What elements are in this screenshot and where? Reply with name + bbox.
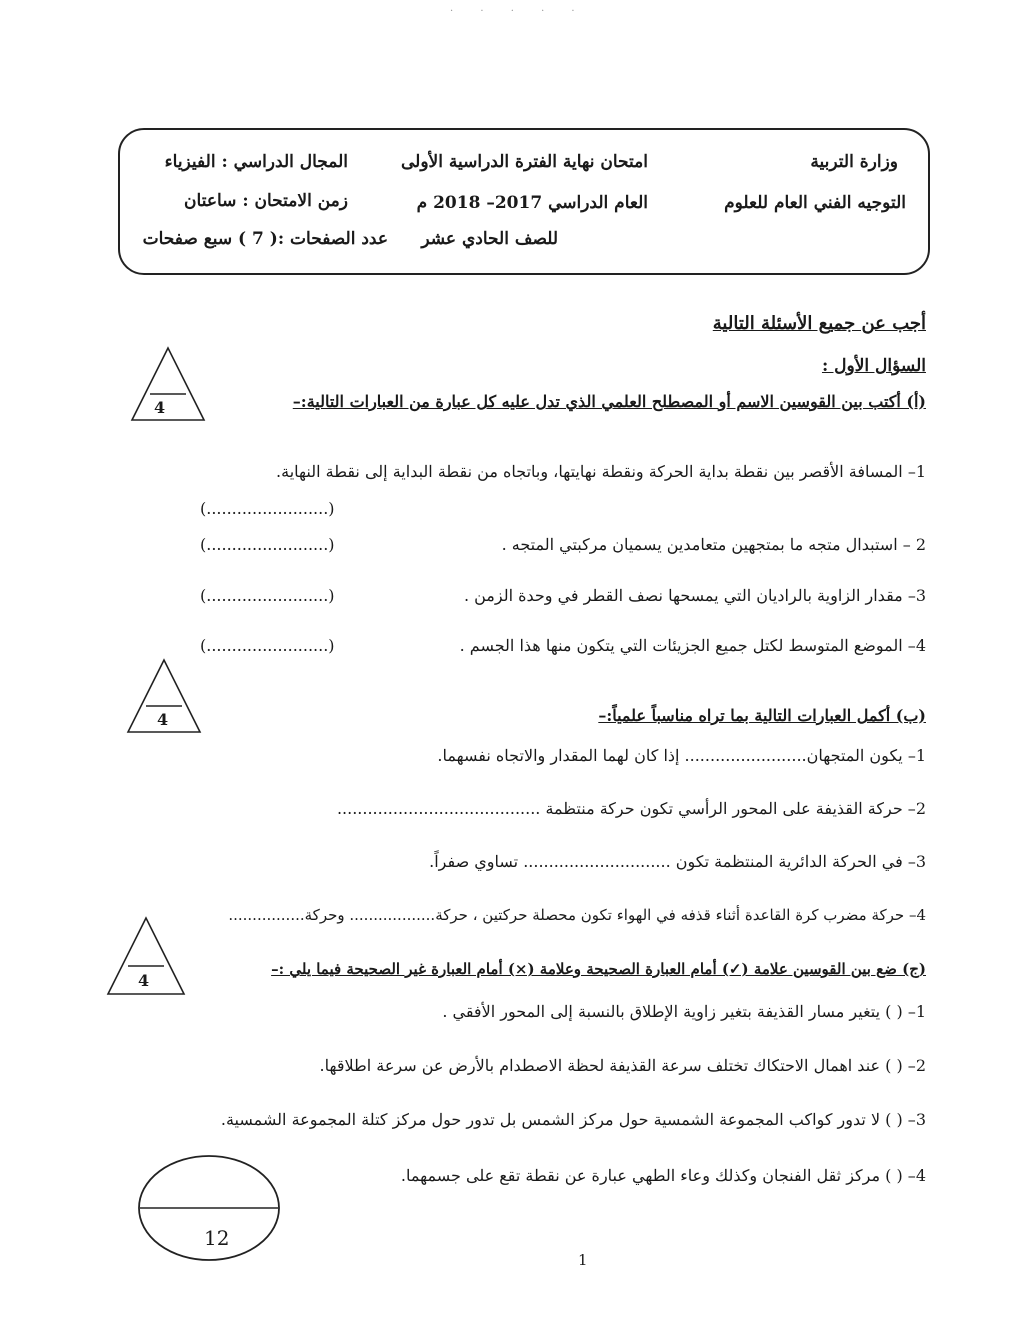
page-number: 1 bbox=[578, 1251, 588, 1269]
part-a-item-3: 3– مقدار الزاوية بالراديان التي يمسحها نصف القطر في وحدة الزمن . bbox=[463, 586, 926, 605]
part-b-item-1: 1– يكون المتجهان........................ إذا كان لهما المقدار والاتجاه نفسهما. bbox=[437, 746, 926, 765]
instructions-heading: أجب عن جميع الأسئلة التالية bbox=[712, 313, 926, 334]
grade-label: للصف الحادي عشر bbox=[421, 229, 558, 249]
part-b-item-2: 2– حركة القذيفة على المحور الرأسي تكون حركة منتظمة ........................................ bbox=[336, 799, 926, 818]
part-b-heading: (ب) أكمل العبارات التالية بما تراه مناسباً علمياً:– bbox=[598, 706, 926, 725]
part-b-score: 4 bbox=[157, 710, 169, 729]
subject-label: المجال الدراسي : الفيزياء bbox=[164, 152, 348, 172]
part-a-item-4: 4– الموضع المتوسط لكتل جميع الجزيئات التي يتكون منها هذا الجسم . bbox=[459, 636, 926, 655]
academic-year: العام الدراسي 2017– 2018 م bbox=[416, 193, 648, 213]
part-a-answer-1[interactable]: (........................) bbox=[200, 499, 335, 518]
ministry-label: وزارة التربية bbox=[810, 152, 898, 172]
part-c-item-2: 2– ( ) عند اهمال الاحتكاك تختلف سرعة القذيفة لحظة الاصطدام بالأرض عن سرعة اطلاقها. bbox=[319, 1056, 926, 1075]
directorate-label: التوجيه الفني العام للعلوم bbox=[724, 193, 906, 213]
part-a-heading: (أ) أكتب بين القوسين الاسم أو المصطلح العلمي الذي تدل عليه كل عبارة من العبارات التالية:– bbox=[292, 392, 926, 411]
triangle-outline bbox=[132, 348, 204, 420]
part-c-score: 4 bbox=[138, 971, 150, 990]
part-b-item-3: 3– في الحركة الدائرية المنتظمة تكون ............................. تساوي صفراً. bbox=[429, 852, 926, 871]
part-a-score-triangle bbox=[128, 344, 208, 424]
part-c-heading: (ج) ضع بين القوسين علامة (✓) أمام العبارة الصحيحة وعلامة (×) أمام العبارة غير الصحيحة فيما يلي :– bbox=[271, 960, 926, 978]
duration-label: زمن الامتحان : ساعتان bbox=[184, 191, 348, 211]
part-a-answer-4[interactable]: (........................) bbox=[200, 636, 335, 655]
part-a-answer-2[interactable]: (........................) bbox=[200, 535, 335, 554]
question1-title: السؤال الأول : bbox=[821, 356, 926, 376]
part-a-item-1: 1– المسافة الأقصر بين نقطة بداية الحركة ونقطة نهايتها، وباتجاه من نقطة البداية إلى نقطة النهاية. bbox=[276, 462, 926, 481]
total-score: 12 bbox=[204, 1226, 230, 1250]
scan-artifact: · · · · · bbox=[450, 6, 587, 17]
pages-label: عدد الصفحات :( 7 ) سبع صفحات bbox=[142, 229, 388, 249]
part-a-answer-3[interactable]: (........................) bbox=[200, 586, 335, 605]
part-c-item-3: 3– ( ) لا تدور كواكب المجموعة الشمسية حول مركز الشمس بل تدور حول مركز كتلة المجموعة الشمسية. bbox=[220, 1110, 926, 1129]
part-b-item-4: 4– حركة مضرب كرة القاعدة أثناء قذفه في الهواء تكون محصلة حركتين ، حركة.................. وحركة................ bbox=[228, 906, 926, 924]
part-c-item-4: 4– ( ) مركز ثقل الفنجان وكذلك وعاء الطهي عبارة عن نقطة تقع على جسمهما. bbox=[400, 1166, 926, 1185]
part-c-item-1: 1– ( ) يتغير مسار القذيفة بتغير زاوية الإطلاق بالنسبة إلى المحور الأفقي . bbox=[442, 1002, 926, 1021]
part-a-item-2: 2 – استبدال متجه ما بمتجهين متعامدين يسميان مركبتي المتجه . bbox=[501, 535, 926, 554]
exam-title: امتحان نهاية الفترة الدراسية الأولى bbox=[400, 152, 648, 172]
part-a-score: 4 bbox=[154, 398, 166, 417]
